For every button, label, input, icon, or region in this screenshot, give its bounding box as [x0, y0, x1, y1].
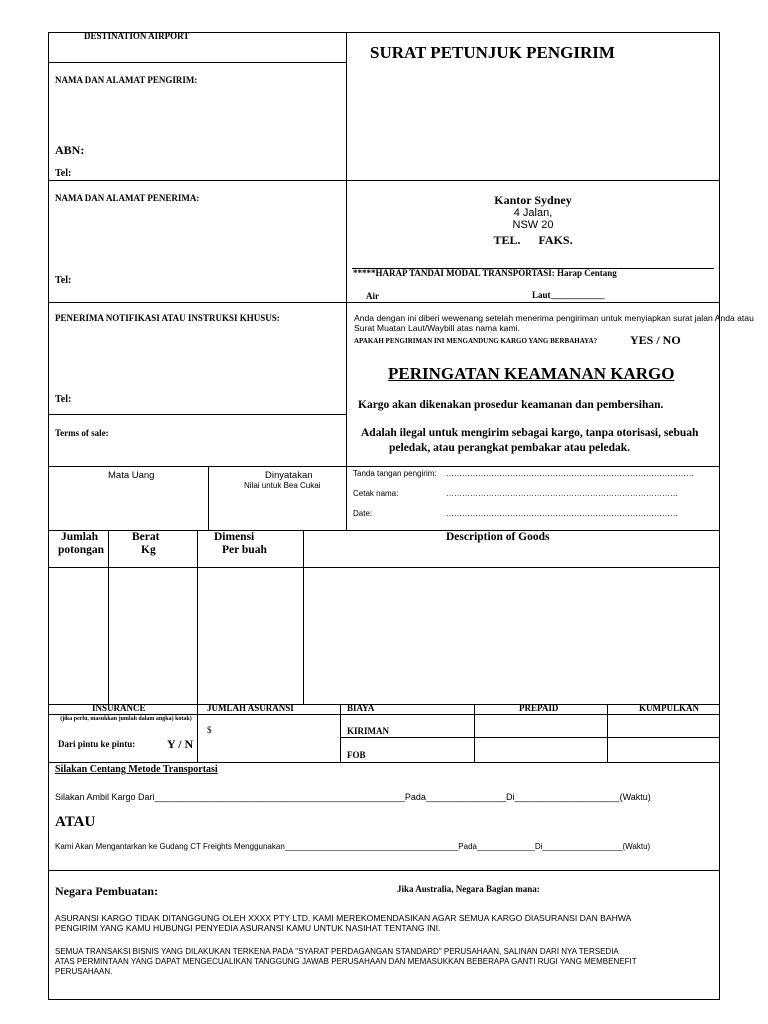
delivery-carrier-field[interactable]: _______________________________________ [284, 842, 459, 851]
insurance-currency-symbol: $ [207, 725, 212, 735]
delivery-time-label: (Waktu) [622, 842, 651, 851]
security-warning-title: PERINGATAN KEAMANAN KARGO [388, 364, 675, 383]
pickup-text [55, 792, 651, 802]
pickup-location-field[interactable]: _____________________ [514, 792, 620, 802]
transport-mode-label: *****HARAP TANDAI MODAL TRANSPORTASI: Harap Centang [353, 268, 617, 278]
delivery-date-label: Pada [458, 842, 477, 851]
pickup-date-field[interactable]: ________________ [425, 792, 506, 802]
declared-label: Dinyatakan [265, 470, 313, 481]
col-pieces-line-2: potongan [58, 544, 105, 556]
office-tel-fax: TEL. FAKS. [493, 233, 573, 247]
col-description: Description of Goods [446, 531, 550, 543]
delivery-label: Kami Akan Mengantarkan ke Gudang CT Freights Menggunakan [55, 842, 285, 851]
customs-value-label: Nilai untuk Bea Cukai [244, 481, 321, 490]
pickup-time-label: (Waktu) [619, 792, 651, 802]
date-label: Date: [353, 509, 373, 518]
office-address-2: NSW 20 [512, 219, 554, 231]
authorization-line-1: Anda dengan ini diberi wewenang setelah menerima pengiriman untuk menyiapkan surat jalan Anda atau [354, 313, 754, 323]
date-field[interactable]: …………………………………………………………………………… [446, 509, 678, 518]
shipper-tel-label: Tel: [55, 168, 72, 179]
notify-label: PENERIMA NOTIFIKASI ATAU INSTRUKSI KHUSUS: [55, 313, 280, 323]
fob-label: FOB [347, 750, 366, 760]
col-weight-line-2: Kg [141, 544, 156, 556]
terms-of-sale-label: Terms of sale: [55, 428, 109, 438]
notify-tel-label: Tel: [55, 394, 72, 405]
currency-label: Mata Uang [108, 470, 155, 481]
office-address-1: 4 Jalan, [513, 207, 553, 219]
dangerous-goods-yes-no[interactable]: YES / NO [630, 333, 681, 347]
pickup-date-label: Pada [404, 792, 426, 802]
door-to-door-yes-no[interactable]: Y / N [167, 737, 194, 751]
shipper-signature-field[interactable]: ………………………………………………………………………………… [446, 469, 694, 478]
collect-label: KUMPULKAN [639, 703, 699, 713]
consignee-label: NAMA DAN ALAMAT PENERIMA: [55, 193, 200, 203]
terms-notice-line-1: SEMUA TRANSAKSI BISNIS YANG DILAKUKAN TERKENA PADA "SYARAT PERDAGANGAN STANDARD" PERUSAHAAN, SALINAN DARI NYA TERSEDIA [55, 947, 619, 956]
terms-notice-line-3: PERUSAHAAN. [55, 967, 113, 976]
security-line-3: peledak, atau perangkat pembakar atau peledak. [389, 442, 631, 454]
col-weight-line-1: Berat [132, 531, 160, 543]
fee-label: BIAYA [347, 703, 375, 713]
office-name: Kantor Sydney [494, 193, 572, 207]
form-title: SURAT PETUNJUK PENGIRIM [370, 43, 615, 62]
abn-label: ABN: [55, 143, 85, 157]
authorization-line-2: Surat Muatan Laut/Waybill atas nama kami. [354, 323, 520, 333]
transport-method-heading: Silakan Centang Metode Transportasi [55, 764, 218, 775]
consignee-tel-label: Tel: [55, 275, 72, 286]
pickup-label: Silakan Ambil Kargo Dari [55, 792, 155, 802]
col-dimensions-line-2: Per buah [222, 544, 267, 556]
terms-notice [55, 947, 637, 977]
transport-sea-option[interactable]: Laut____________ [532, 290, 605, 300]
insurance-label: INSURANCE [92, 703, 146, 713]
print-name-field[interactable]: …………………………………………………………………………… [446, 489, 678, 498]
pickup-address-field[interactable]: __________________________________________________ [154, 792, 405, 802]
freight-label: KIRIMAN [347, 726, 389, 736]
door-to-door-label: Dari pintu ke pintu: [58, 739, 136, 749]
col-pieces-line-1: Jumlah [61, 531, 99, 543]
dangerous-goods-question: APAKAH PENGIRIMAN INI MENGANDUNG KARGO YANG BERBAHAYA? [354, 337, 598, 345]
shipper-label: NAMA DAN ALAMAT PENGIRIM: [55, 75, 198, 85]
delivery-location-field[interactable]: __________________ [542, 842, 623, 851]
security-line-2: Adalah ilegal untuk mengirim sebagai kargo, tanpa otorisasi, sebuah [361, 427, 699, 439]
transport-air-option[interactable]: Air [366, 291, 379, 301]
insurance-note: (jika perlu, masukkan jumlah dalam angka) kotak) [60, 716, 192, 722]
delivery-location-label: Di [534, 842, 543, 851]
col-dimensions-line-1: Dimensi [214, 531, 255, 543]
security-line-1: Kargo akan dikenakan prosedur keamanan dan pembersihan. [358, 399, 664, 411]
pickup-location-label: Di [505, 792, 515, 802]
print-name-label: Cetak nama: [353, 489, 399, 498]
insurance-notice [55, 913, 631, 933]
australia-state-label: Jika Australia, Negara Bagian mana: [397, 884, 540, 894]
prepaid-label: PREPAID [519, 703, 559, 713]
shipper-signature-label: Tanda tangan pengirim: [353, 469, 437, 478]
country-of-origin-label: Negara Pembuatan: [55, 884, 158, 898]
terms-notice-line-2: ATAS PERMINTAAN YANG DAPAT MENGECUALIKAN TANGGUNG JAWAB PERUSAHAAN DAN MEMASUKKAN BEBERAPA GANTI RUGI YANG MEMBENEFIT [55, 957, 637, 966]
or-label: ATAU [55, 814, 96, 830]
insurance-notice-line-1: ASURANSI KARGO TIDAK DITANGGUNG OLEH XXXX PTY LTD. KAMI MEREKOMENDASIKAN AGAR SEMUA KARGO DIASURANSI DAN BAHWA [55, 913, 632, 923]
destination-airport-label: DESTINATION AIRPORT [84, 31, 190, 41]
insurance-notice-line-2: PENGIRIM YANG KAMU HUBUNGI PENYEDIA ASURANSI KAMU UNTUK NASIHAT TENTANG INI. [55, 923, 441, 933]
insurance-amount-label: JUMLAH ASURANSI [207, 703, 294, 713]
delivery-date-field[interactable]: _____________ [476, 842, 535, 851]
delivery-text [55, 842, 650, 851]
